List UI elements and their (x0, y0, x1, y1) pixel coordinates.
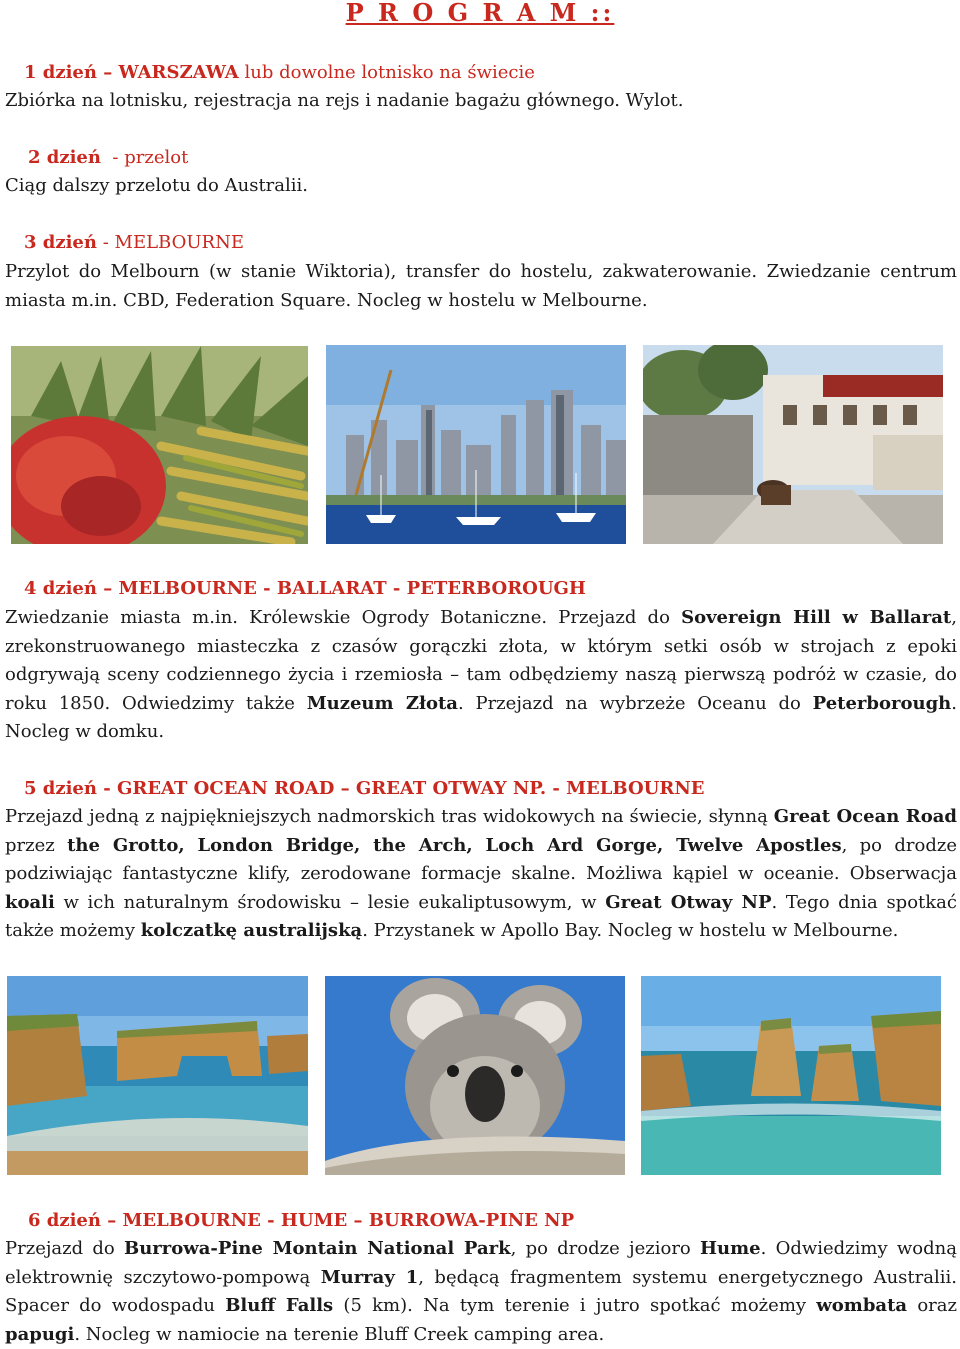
day-6-bold-5: wombata (816, 1295, 908, 1316)
day-4-header-text: 4 dzień – MELBOURNE - BALLARAT - PETERBOROUGH (24, 578, 586, 599)
day-4-text-4: . Nocleg w domku. (5, 692, 957, 742)
day-5-bold-5: kolczatkę australijską (140, 920, 363, 941)
koala-image (325, 976, 625, 1175)
day-6-text-7: . Nocleg w namiocie na terenie Bluff Creek camping area. (74, 1323, 605, 1345)
day-6-text-4: , będącą fragmentem systemu energetycznego Australii. Spacer do wodospadu (5, 1266, 957, 1316)
photo-great-ocean-road (7, 976, 308, 1175)
day-1-header (24, 59, 535, 87)
photo-melbourne-skyline (326, 345, 626, 544)
day-5-text-5: . Tego dnia spotkać także możemy (5, 891, 957, 941)
photo-koala (325, 976, 625, 1175)
day-5-label: 5 dzień (24, 778, 97, 799)
day-4-bold-2: Muzeum Złota (306, 692, 458, 714)
day-5-bold-2: the Grotto, London Bridge, the Arch, Loch Ard Gorge, Twelve Apostles (67, 834, 842, 856)
day-5-text-2: przez (5, 834, 68, 856)
day-6-text-6: oraz (907, 1295, 957, 1316)
day-4-text-3: . Przejazd na wybrzeże Oceanu do (457, 692, 813, 714)
day-6-bold-2: Hume (700, 1238, 761, 1259)
photo-botanic-garden (11, 346, 308, 544)
day-3-header-rest: - MELBOURNE (96, 232, 244, 253)
photo-sovereign-hill (643, 345, 943, 544)
day-2-label: 2 dzień (28, 147, 101, 168)
day-5-text-3: , po drodze podziwiając fantastyczne klify, zerodowane formacje skalne. Możliwa kąpiel w oceanie. Obserwacja (5, 834, 957, 884)
day-1-header-rest: lub dowolne lotnisko na świecie (238, 62, 535, 83)
day-5-bold-4: Great Otway NP (605, 891, 772, 913)
day-5-header (24, 775, 705, 803)
day-5-text-6: . Przystanek w Apollo Bay. Nocleg w hostelu w Melbourne. (362, 920, 899, 941)
ocean-arch-image (7, 976, 308, 1175)
day-3-text: Przylot do Melbourn (w stanie Wiktoria), transfer do hostelu, zakwaterowanie. Zwiedzanie centrum miasta m.in. CBD, Federation Square. Nocleg w hostelu w Melbourne. (5, 261, 957, 311)
day-5-text-1: Przejazd jedną z najpiękniejszych nadmorskich tras widokowych na świecie, słynną (5, 806, 774, 827)
day-1-text: Zbiórka na lotnisku, rejestracja na rejs i nadanie bagażu głównego. Wylot. (5, 90, 684, 111)
day-2-header (28, 144, 188, 172)
day-6-text-1: Przejazd do (5, 1238, 124, 1259)
day-4-header (24, 575, 586, 603)
day-6-text-5: (5 km). Na tym terenie i jutro spotkać możemy (333, 1295, 817, 1316)
day-2-header-rest: - przelot (100, 147, 189, 168)
day-6-bold-3: Murray 1 (320, 1266, 419, 1288)
day-4-text-1: Zwiedzanie miasta m.in. Królewskie Ogrody Botaniczne. Przejazd do (5, 607, 682, 628)
skyline-image (326, 345, 626, 544)
day-5-bold-1: Great Ocean Road (773, 806, 957, 827)
day-5-text (5, 803, 957, 946)
botanic-garden-image (11, 346, 308, 544)
day-6-text (5, 1235, 957, 1349)
day-6-text-2: , po drodze jezioro (510, 1238, 701, 1259)
day-2-text: Ciąg dalszy przelotu do Australii. (5, 175, 309, 196)
day-3-label: 3 dzień (24, 232, 97, 253)
day-6-text-3: . Odwiedzimy wodną elektrownię szczytowo-pompową (5, 1238, 957, 1288)
day-4-text (5, 604, 957, 747)
day-4-bold-3: Peterborough (812, 692, 952, 714)
sovereign-hill-image (643, 345, 943, 544)
day-6-header (28, 1207, 574, 1235)
day-1-separator: – (96, 62, 119, 83)
day-4-text-2: , zrekonstruowanego miasteczka z czasów gorączki złota, w którym setki osób w strojach z epoki odgrywają sceny codziennego życia i rzemiosła – tam odbędziemy naszą pierwszą podróż w czasie, do roku 1850. Odwiedzimy także (5, 607, 957, 714)
day-6-bold-1: Burrowa-Pine Montain National Park (124, 1238, 511, 1259)
page-title: P R O G R A M :: (345, 0, 615, 27)
day-5-bold-3: koali (5, 891, 55, 913)
day-5-text-4: w ich naturalnym środowisku – lesie eukaliptusowym, w (54, 891, 606, 913)
day-1-label: 1 dzień (24, 62, 97, 83)
apostles-image (641, 976, 941, 1175)
photo-twelve-apostles (641, 976, 941, 1175)
day-5-header-rest: - GREAT OCEAN ROAD – GREAT OTWAY NP. - MELBOURNE (96, 778, 705, 799)
day-6-bold-6: papugi (5, 1323, 75, 1345)
day-4-bold-1: Sovereign Hill w Ballarat (681, 607, 952, 628)
day-6-header-text: 6 dzień – MELBOURNE - HUME – BURROWA-PINE NP (28, 1210, 575, 1231)
day-3-header (24, 229, 244, 257)
day-6-bold-4: Bluff Falls (225, 1295, 334, 1316)
day-1-place: WARSZAWA (118, 62, 239, 83)
